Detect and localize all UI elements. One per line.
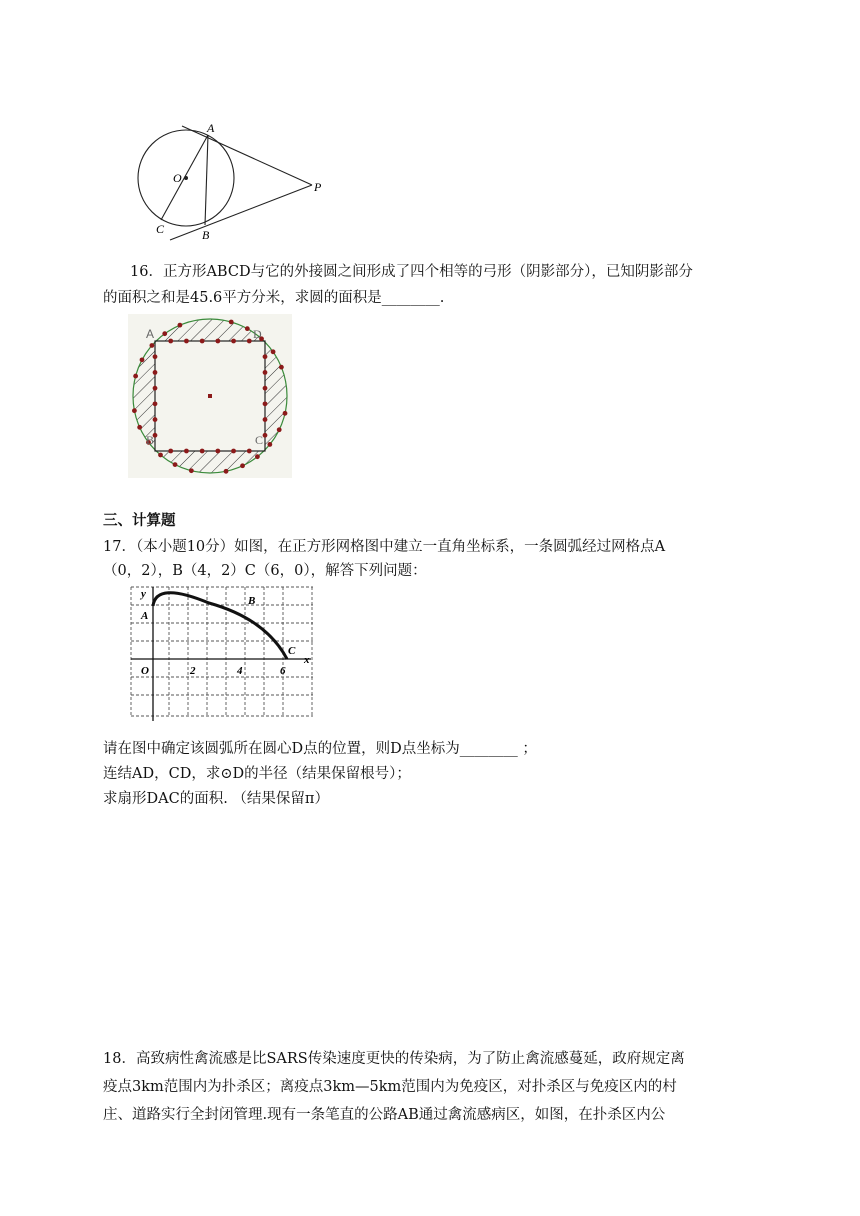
boundary-dot [153,354,158,359]
boundary-dot [229,320,234,325]
figure-16-square-in-circle [128,314,292,478]
label-o: O [173,171,182,185]
label-p: P [314,180,322,194]
boundary-dot [178,323,183,328]
question-18-line-3: 庄、道路实行全封闭管理.现有一条笔直的公路AB通过禽流感病区，如图，在扑杀区内公 [103,1107,666,1123]
boundary-dot [149,343,154,348]
boundary-dot [168,449,173,454]
question-17-sub-2: 连结AD，CD，求⊙D的半径（结果保留根号）； [103,766,411,782]
label-a: A [146,327,155,341]
boundary-dot [215,449,220,454]
boundary-dot [173,462,178,467]
boundary-dot [224,469,229,474]
boundary-dot [263,401,268,406]
label-b: B [248,595,256,607]
boundary-dot [158,453,163,458]
boundary-dot [184,449,189,454]
boundary-dot [137,425,142,430]
boundary-dot [240,463,245,468]
boundary-dot [153,417,158,422]
boundary-dot [200,339,205,344]
boundary-dot [279,365,284,370]
boundary-dot [153,401,158,406]
label-d: D [253,327,262,341]
axis-label-x: x [304,654,310,666]
label-origin: O [141,665,149,677]
boundary-dot [263,417,268,422]
boundary-dot [231,449,236,454]
boundary-dot [162,331,167,336]
label-a: A [207,121,215,135]
boundary-dot [132,408,137,413]
arc-abc [153,593,287,659]
tick-label-4: 4 [237,665,243,677]
center-dot [208,394,212,398]
boundary-dot [263,354,268,359]
boundary-dot [247,449,252,454]
boundary-dot [140,357,145,362]
question-17-sub-3: 求扇形DAC的面积. （结果保留π） [103,791,329,807]
boundary-dot [255,454,260,459]
boundary-dot [271,349,276,354]
label-a: A [141,610,149,622]
label-b: B [202,228,210,242]
axis-label-y: y [141,588,146,600]
boundary-dot [200,449,205,454]
section-3-title: 三、计算题 [103,512,176,529]
boundary-dot [283,411,288,416]
segment-ab [205,135,208,225]
question-17-line-1: 17．（本小题10分）如图，在正方形网格图中建立一直角坐标系，一条圆弧经过网格点A [103,539,666,555]
boundary-dot [231,339,236,344]
tangent-line-pa [182,126,312,185]
center-point-o [184,176,188,180]
question-18-line-2: 疫点3km范围内为扑杀区；离疫点3km—5km范围内为免疫区，对扑杀区与免疫区内的村 [103,1079,677,1095]
tick-label-6: 6 [280,665,286,677]
label-c: C [156,222,165,236]
boundary-dot [245,326,250,331]
boundary-dot [153,386,158,391]
tangent-line-pb [170,185,312,240]
question-16-line-1: 16．正方形ABCD与它的外接圆之间形成了四个相等的弓形（阴影部分），已知阴影部分 [130,264,693,280]
boundary-dot [267,442,272,447]
question-16-line-2: 的面积之和是45.6平方分米，求圆的面积是________. [103,290,445,306]
question-17-line-2: （0，2），B（4，2）C（6，0），解答下列问题： [103,563,427,579]
tick-label-2: 2 [190,665,196,677]
boundary-dot [263,386,268,391]
label-c: C [255,433,264,447]
boundary-dot [184,339,189,344]
question-18-line-1: 18．高致病性禽流感是比SARS传染速度更快的传染病，为了防止禽流感蔓延，政府规定离 [103,1051,685,1067]
figure-17-coordinate-grid [128,585,318,721]
label-c: C [288,645,296,657]
boundary-dot [263,370,268,375]
question-17-sub-1: 请在图中确定该圆弧所在圆心D点的位置，则D点坐标为________ ； [103,741,537,757]
boundary-dot [247,339,252,344]
boundary-dot [133,374,138,379]
boundary-dot [277,427,282,432]
figure-15-circle-tangents [120,118,340,248]
boundary-dot [189,468,194,473]
boundary-dot [263,433,268,438]
boundary-dot [168,339,173,344]
boundary-dot [215,339,220,344]
boundary-dot [153,370,158,375]
label-b: B [146,433,155,447]
